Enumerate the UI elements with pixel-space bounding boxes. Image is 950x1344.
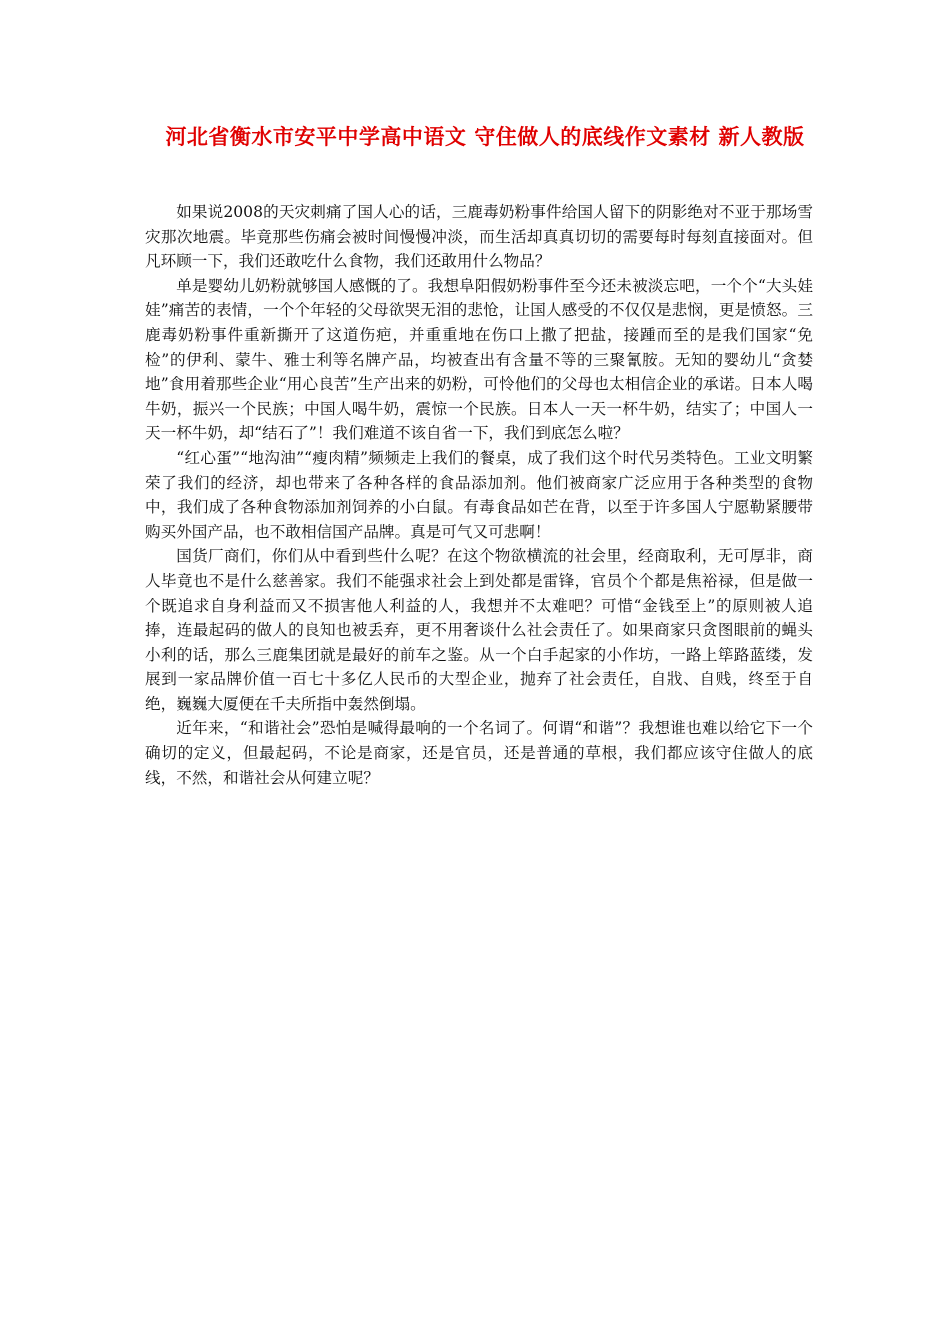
paragraph: 国货厂商们，你们从中看到些什么呢？在这个物欲横流的社会里，经商取利，无可厚非，商人毕竟也不是什么慈善家。我们不能强求社会上到处都是雷锋，官员个个都是焦裕禄，但是做一个既追求自身利益而又不损害他人利益的人，我想并不太难吧？可惜“金钱至上”的原则被人追捧，连最起码的做人的良知也被丢弃，更不用奢谈什么社会责任了。如果商家只贪图眼前的蝇头小利的话，那么三鹿集团就是最好的前车之鉴。从一个白手起家的小作坊，一路上筚路蓝缕，发展到一家品牌价值一百七十多亿人民币的大型企业，抛弃了社会责任，自戕、自贱，终至于自绝，巍巍大厦便在千夫所指中轰然倒塌。 — [145, 547, 813, 713]
paragraph: 近年来，“和谐社会”恐怕是喊得最响的一个名词了。何谓“和谐”？我想谁也难以给它下一个确切的定义，但最起码，不论是商家，还是官员，还是普通的草根，我们都应该守住做人的底线，不然，和谐社会从何建立呢？ — [145, 719, 813, 787]
paragraph: “红心蛋”“地沟油”“瘦肉精”频频走上我们的餐桌，成了我们这个时代另类特色。工业文明繁荣了我们的经济，却也带来了各种各样的食品添加剂。他们被商家广泛应用于各种类型的食物中，我们成了各种食物添加剂饲养的小白鼠。有毒食品如芒在背，以至于许多国人宁愿勒紧腰带购买外国产品，也不敢相信国产品牌。真是可气又可悲啊！ — [145, 448, 813, 541]
document-body — [145, 200, 813, 790]
paragraph: 如果说2008的天灾刺痛了国人心的话，三鹿毒奶粉事件给国人留下的阴影绝对不亚于那场雪灾那次地震。毕竟那些伤痛会被时间慢慢冲淡，而生活却真真切切的需要每时每刻直接面对。但凡环顾一下，我们还敢吃什么食物，我们还敢用什么物品？ — [145, 203, 813, 271]
document-title: 河北省衡水市安平中学高中语文 守住做人的底线作文素材 新人教版 — [165, 124, 805, 149]
paragraph: 单是婴幼儿奶粉就够国人感慨的了。我想阜阳假奶粉事件至今还未被淡忘吧，一个个“大头娃娃”痛苦的表情，一个个年轻的父母欲哭无泪的悲怆，让国人感受的不仅仅是悲悯，更是愤怒。三鹿毒奶粉事件重新撕开了这道伤疤，并重重地在伤口上撒了把盐，接踵而至的是我们国家“免检”的伊利、蒙牛、雅士利等名牌产品，均被查出有含量不等的三聚氰胺。无知的婴幼儿“贪婪地”食用着那些企业“用心良苦”生产出来的奶粉，可怜他们的父母也太相信企业的承诺。日本人喝牛奶，振兴一个民族；中国人喝牛奶，震惊一个民族。日本人一天一杯牛奶，结实了；中国人一天一杯牛奶，却“结石了”！我们难道不该自省一下，我们到底怎么啦？ — [145, 276, 813, 443]
